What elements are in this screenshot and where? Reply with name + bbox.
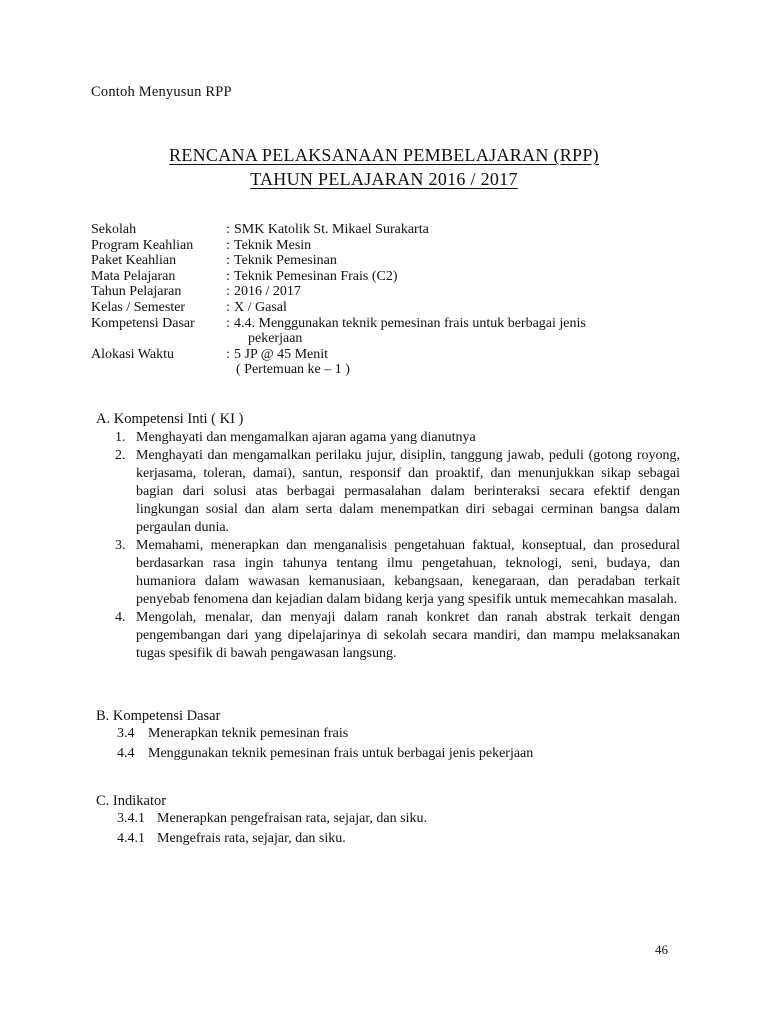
info-colon: : <box>226 315 230 331</box>
list-item <box>115 609 680 663</box>
list-item <box>117 724 533 744</box>
info-row-tahun-pelajaran <box>91 284 691 300</box>
list-item-text: Menerapkan teknik pemesinan frais <box>148 726 349 741</box>
info-value <box>234 347 691 378</box>
section-b-heading: B. Kompetensi Dasar <box>96 708 221 724</box>
info-row-sekolah <box>91 222 691 238</box>
info-label: Alokasi Waktu <box>91 346 174 362</box>
info-colon: : <box>226 253 230 269</box>
list-item-code: 4.4 <box>117 746 135 761</box>
info-row-alokasi-waktu <box>91 347 691 378</box>
document-title-line-1: RENCANA PELAKSANAAN PEMBELAJARAN (RPP) <box>169 145 599 165</box>
info-value-line: 5 JP @ 45 Menit <box>234 346 329 362</box>
list-item-text: Menghayati dan mengamalkan ajaran agama yang dianutnya <box>136 430 476 445</box>
section-c-heading: C. Indikator <box>96 793 167 809</box>
list-item-number: 1. <box>115 430 126 445</box>
info-row-kelas-semester <box>91 300 691 316</box>
list-item-text: Mengefrais rata, sejajar, dan siku. <box>157 831 346 846</box>
info-value-continuation: pekerjaan <box>248 331 303 347</box>
info-value <box>234 316 691 347</box>
info-label: Mata Pelajaran <box>91 268 176 284</box>
info-label: Kompetensi Dasar <box>91 315 195 331</box>
info-row-paket-keahlian <box>91 253 691 269</box>
list-item-code: 3.4 <box>117 726 135 741</box>
section-a-heading: A. Kompetensi Inti ( KI ) <box>96 411 244 427</box>
list-item-text: Menghayati dan mengamalkan perilaku jujur, disiplin, tanggung jawab, peduli (gotong royong, kerjasama, toleran, damai), santun, responsif dan proaktif, dan menunjukkan sikap sebagai bagian dari solusi atas berbagai permasalahan dalam berinteraksi secara efektif dengan lingkungan sosial dan alam serta dalam menempatkan diri sebagai cerminan bangsa dalam pergaulan dunia. <box>136 448 680 535</box>
info-value: SMK Katolik St. Mikael Surakarta <box>234 222 429 237</box>
info-row-mata-pelajaran <box>91 269 691 285</box>
info-value-continuation: ( Pertemuan ke – 1 ) <box>236 362 350 378</box>
info-value-line: 4.4. Menggunakan teknik pemesinan frais untuk berbagai jenis <box>234 315 586 331</box>
info-colon: : <box>226 268 230 284</box>
list-item-text: Menggunakan teknik pemesinan frais untuk berbagai jenis pekerjaan <box>148 746 534 761</box>
list-item-code: 3.4.1 <box>117 811 145 826</box>
page-number: 46 <box>655 942 668 957</box>
section-c-list <box>117 809 427 849</box>
list-item-text: Menerapkan pengefraisan rata, sejajar, dan siku. <box>157 811 427 826</box>
info-label: Paket Keahlian <box>91 253 177 269</box>
list-item <box>115 537 680 609</box>
list-item-number: 3. <box>115 538 126 553</box>
list-item <box>117 829 427 849</box>
info-colon: : <box>226 237 230 253</box>
list-item <box>117 809 427 829</box>
info-label: Program Keahlian <box>91 237 194 253</box>
info-colon: : <box>226 284 230 300</box>
list-item <box>115 447 680 537</box>
section-a-list <box>115 429 680 663</box>
info-value: Teknik Mesin <box>234 237 312 253</box>
list-item <box>117 744 533 764</box>
info-value: X / Gasal <box>234 299 287 315</box>
info-value: Teknik Pemesinan Frais (C2) <box>234 268 398 284</box>
info-colon: : <box>226 222 230 237</box>
list-item-number: 4. <box>115 610 126 625</box>
info-colon: : <box>226 299 230 315</box>
list-item-text: Memahami, menerapkan dan menganalisis pengetahuan faktual, konseptual, dan prosedural berdasarkan rasa ingin tahunya tentang ilmu pengetahuan, teknologi, seni, budaya, dan humaniora dalam wawasan kemanusiaan, kebangsaan, kenegaraan, dan peradaban terkait penyebab fenomena dan kejadian dalam bidang kerja yang spesifik untuk memecahkan masalah. <box>136 538 680 607</box>
info-value: Teknik Pemesinan <box>234 253 337 269</box>
info-label: Tahun Pelajaran <box>91 284 182 300</box>
document-title-line-2: TAHUN PELAJARAN 2016 / 2017 <box>250 169 518 189</box>
list-item-code: 4.4.1 <box>117 831 145 846</box>
info-colon: : <box>226 346 230 362</box>
info-row-kompetensi-dasar <box>91 316 691 347</box>
section-b-list <box>117 724 533 764</box>
list-item-number: 2. <box>115 448 126 463</box>
info-table <box>91 222 691 378</box>
info-row-program-keahlian <box>91 238 691 254</box>
info-label: Kelas / Semester <box>91 299 186 315</box>
info-label: Sekolah <box>91 222 137 237</box>
document-header-note: Contoh Menyusun RPP <box>91 84 232 100</box>
list-item-text: Mengolah, menalar, dan menyaji dalam ranah konkret dan ranah abstrak terkait dengan pengembangan dari yang dipelajarinya di sekolah secara mandiri, dan mampu melaksanakan tugas spesifik di bawah pengawasan langsung. <box>136 610 680 661</box>
info-value: 2016 / 2017 <box>234 284 301 300</box>
list-item <box>115 429 680 447</box>
